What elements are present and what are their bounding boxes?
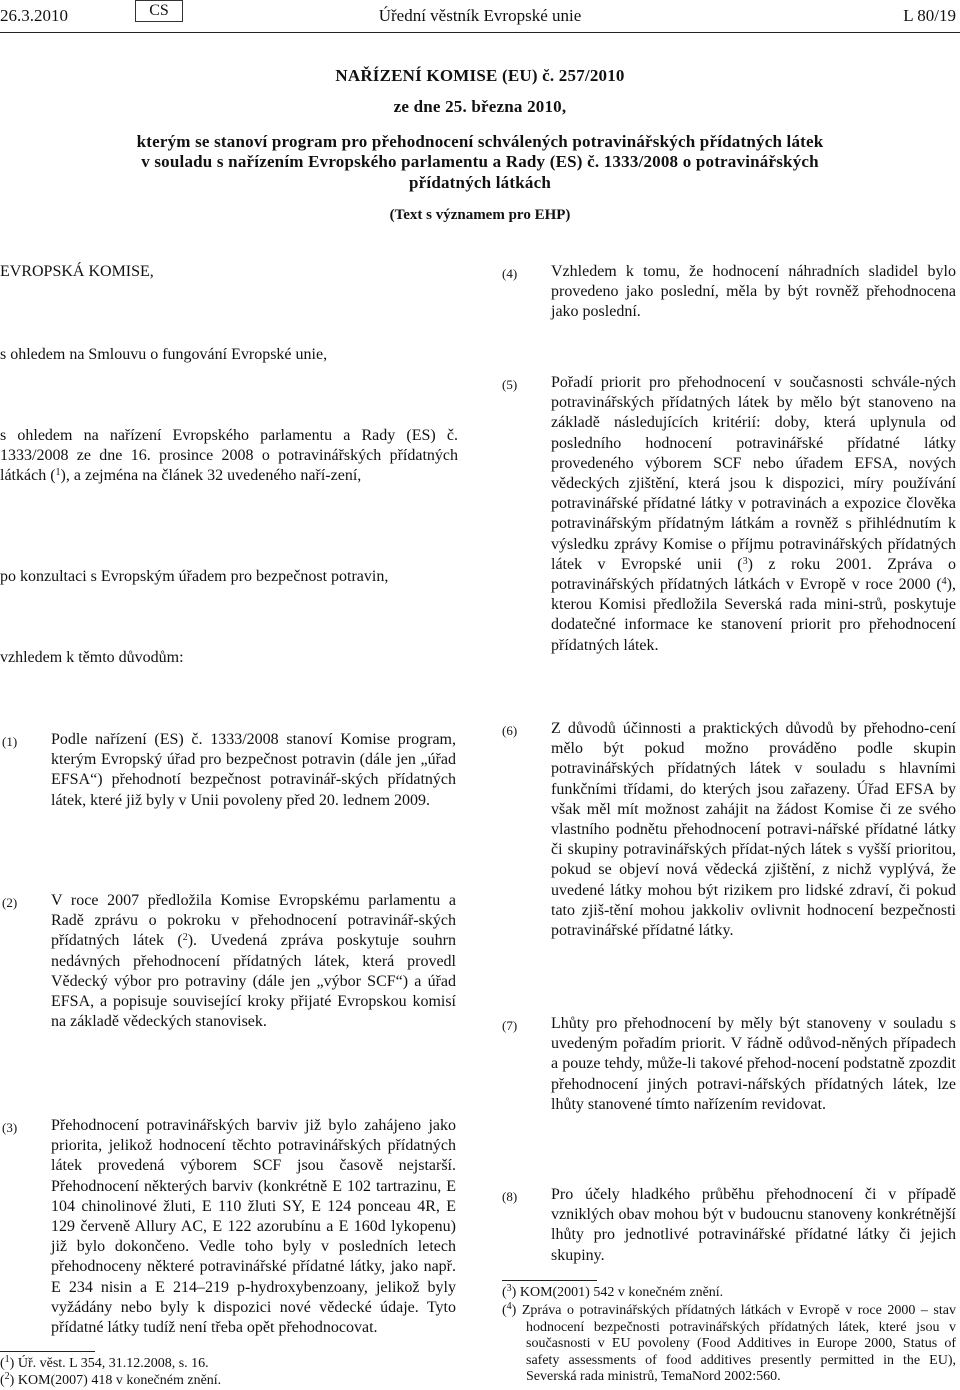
header-rule (0, 32, 960, 33)
recital-number: (2) (2, 895, 18, 910)
recital-7: Lhůty pro přehodnocení by měly být stanoveny v souladu s uvedeným pořadím priorit. V řádně odůvod-něných případech a pouze tehdy, může-li takové přehod-nocení podstatně zpozdit přehodnocení jiných potravi-nářských přídatných látek, lze lhůty stanovené tímto nařízením revidovat. (551, 1015, 956, 1113)
commission-line: EVROPSKÁ KOMISE, (0, 263, 154, 280)
footnote-rule (502, 1280, 597, 1281)
footnote-4: ($^4$) Zpráva o potravinářských přídatných látkách v Evropě v roce 2000 – stav hodnocení bezpečnosti potravinářských přídatných látek, které jsou v současnosti v EU povoleny (Food Additives in Europe 2000, Status of safety assessments of food additives presently permitted in the EU), Severská rada ministrů, TemaNord 2002:560. (502, 1301, 956, 1384)
footnote-ref: 4 (941, 576, 947, 588)
regulation-date: ze dne 25. března 2010, (393, 97, 567, 116)
footnote-rule (0, 1351, 95, 1352)
footnote-3: ($^3$) KOM(2001) 542 v konečném znění. (502, 1283, 724, 1300)
page-reference: L 80/19 (903, 6, 956, 25)
recital-2: V roce 2007 předložila Komise Evropskému parlamentu a Radě zprávu o pokroku v přehodnocení potravinář-ských přídatných látek ($^2$). Uvedená zpráva poskytuje souhrn nedávných přehodnocení přídatných látek, která provedl Vědecký výbor pro potraviny (dále jen „výbor SCF“) a úřad EFSA, a popisuje související kroky přijaté Evropskou komisí na základě vědeckých stanovisek. (51, 892, 457, 1031)
regulation-subject-line1: kterým se stanoví program pro přehodnocení schválených potravinářských přídatných látek (136, 132, 824, 151)
recital-4: Vzhledem k tomu, že hodnocení náhradních sladidel bylo provedeno jako poslední, měla by být rovněž přehodnocena jako poslední. (551, 263, 956, 321)
recital-3: Přehodnocení potravinářských barviv již bylo zahájeno jako priorita, jelikož hodnocení těchto potravinářských přídatných látek provedená výborem SCF jsou časově nejstarší. Přehodnocení některých barviv (konkrétně E 102 tartrazinu, E 104 chinolinové žluti, E 110 žluti SY, E 124 ponceau 4R, E 129 červeně Allury AC, E 122 azorubínu a E 160d lykopenu) již bylo dokončeno. Vedle toho byly v posledních letech přehodnoceny některé potravinářské přídatné látky, jako např. E 234 nisin a E 214–219 p-hydroxybenzoany, jelikož byly vyžádány nebo byly k dispozici nové vědecké údaje. Tyto přídatné látky tudíž není třeba opět přehodnocovat. (51, 1117, 456, 1337)
regulation-citation: s ohledem na nařízení Evropského parlamentu a Rady (ES) č. 1333/2008 ze dne 16. prosince 2008 o potravinářských přídatných látkách ($^1$), a zejména na článek 32 uvedeného naří-zení, (0, 427, 458, 485)
regulation-subject-line2: v souladu s nařízením Evropského parlamentu a Rady (ES) č. 1333/2008 o potravinářských (141, 152, 819, 171)
recital-5: Pořadí priorit pro přehodnocení v současnosti schvále-ných potravinářských přídatných látek by mělo být stanoveno na základě následujících kritérií: doby, která uplynula od posledního hodnocení potravinářské přídatné látky provedeného výborem SCF nebo úřadem EFSA, nových vědeckých zjištění, která jsou k dispozici, míry používání potravinářské přídatné látky v potravinách a expozice člověka potravinářským přídatným látkám a rovněž s přihlédnutím k výsledku zprávy Komise o příjmu potravinářských přídatných látek v Evropské unii ($^3$) z roku 2001. Zpráva o potravinářských přídatných látkách v Evropě v roce 2000 ($^4$), kterou Komisi předložila Severská rada mini-strů, poskytuje dodatečné informace ke stanovení priorit pro přehodnocení přídatných látek. (551, 374, 956, 654)
recital-number: (7) (502, 1018, 518, 1033)
recital-number: (8) (502, 1189, 518, 1204)
recital-1: Podle nařízení (ES) č. 1333/2008 stanoví Komise program, kterým Evropský úřad pro bezpečnost potravin (dále jen „úřad EFSA“) přehodnotí bezpečnost potravinář-ských přídatných látek, které již byly v Unii povoleny před 20. lednem 2009. (51, 731, 456, 809)
footnote-ref: 1 (55, 467, 61, 479)
journal-name: Úřední věstník Evropské unie (378, 6, 582, 25)
treaty-citation: s ohledem na Smlouvu o fungování Evropské unie, (0, 346, 328, 363)
footnote-ref: 2 (182, 932, 188, 944)
recital-6: Z důvodů účinnosti a praktických důvodů by přehodno-cení mělo být pokud možno prováděno podle skupin potravinářských přídatných látek v souladu s hlavními funkčními třídami, do kterých jsou zařazeny. Úřad EFSA by však měl mít možnost zahájit na žádost Komise či ze svého vlastního podnětu přehodnocení potravi-nářské přídatné látky či skupiny potravinářských přídat-ných látek s vyšší prioritou, pokud se objeví nová vědecká zjištění, z nichž vyplývá, že uvedené látky mohou být rizikem pro lidské zdraví, či pokud tato zjiš-tění mohou jakkoliv ovlivnit hodnocení bezpečnosti potravinářské přídatné látky. (551, 720, 956, 940)
header-date: 26.3.2010 (0, 6, 68, 25)
recital-number: (3) (2, 1120, 18, 1135)
eea-relevance: (Text s významem pro EHP) (389, 207, 571, 223)
footnote-1: ($^1$) Úř. věst. L 354, 31.12.2008, s. 16. (0, 1354, 209, 1371)
recital-number: (6) (502, 723, 518, 738)
footnote-ref: 3 (742, 555, 748, 567)
consultation-citation: po konzultaci s Evropským úřadem pro bezpečnost potravin, (0, 568, 389, 585)
regulation-title: NAŘÍZENÍ KOMISE (EU) č. 257/2010 (335, 66, 625, 85)
footnote-2: ($^2$) KOM(2007) 418 v konečném znění. (0, 1371, 222, 1388)
language-badge: CS (135, 0, 183, 22)
recital-number: (1) (2, 734, 18, 749)
recital-number: (4) (502, 266, 518, 281)
recital-number: (5) (502, 377, 518, 392)
regulation-subject-line3: přídatných látkách (409, 173, 551, 192)
whereas-line: vzhledem k těmto důvodům: (0, 649, 184, 666)
recital-8: Pro účely hladkého průběhu přehodnocení či v případě vzniklých obav mohou být v budoucnu stanoveny konkrétnější lhůty pro jednotlivé potravinářské přídatné látky či jejich skupiny. (551, 1186, 956, 1264)
